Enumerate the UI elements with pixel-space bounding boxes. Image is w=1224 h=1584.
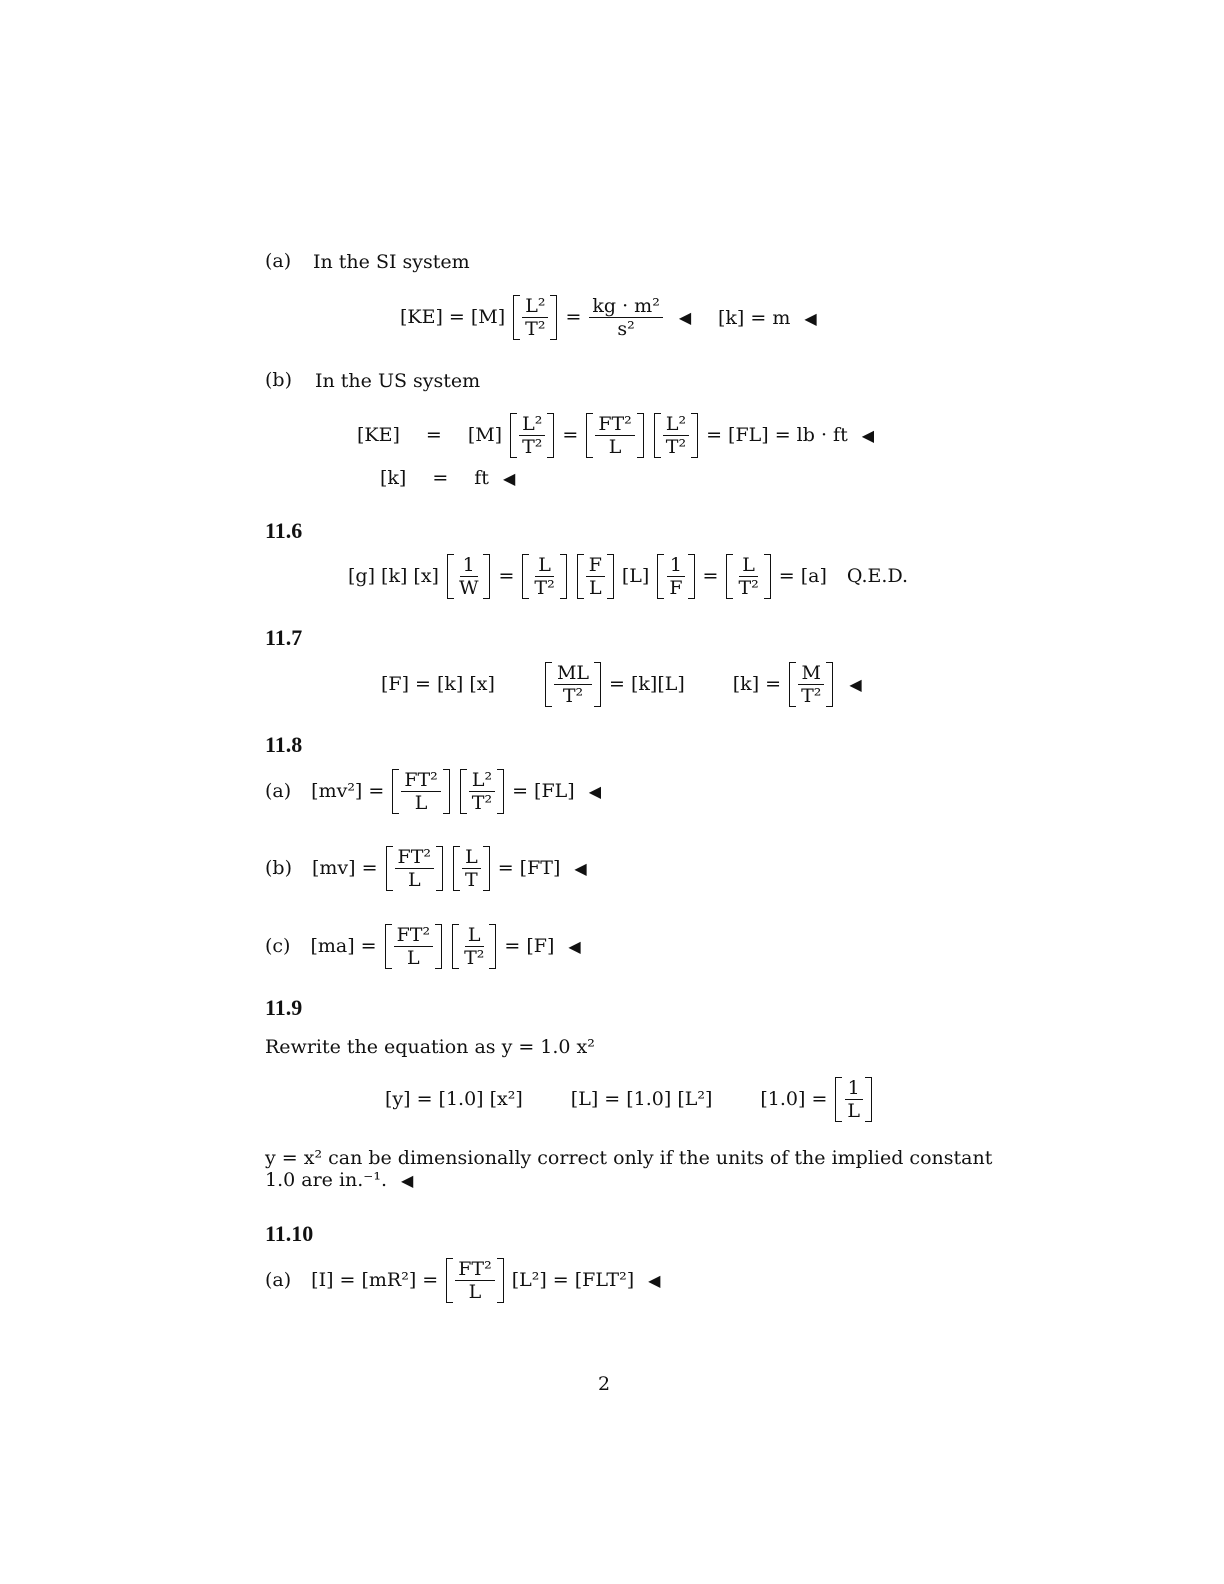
part-label: (b): [265, 857, 292, 879]
numerator: L: [739, 554, 758, 577]
denominator: W: [458, 576, 479, 599]
l-equation: [L] = [1.0] [L²]: [570, 1088, 713, 1110]
bracket: [835, 1077, 872, 1122]
k-l-term: = [k][L]: [609, 673, 685, 695]
ke-lhs: [KE]: [357, 424, 400, 446]
bracket: [586, 413, 643, 458]
answer-marker-icon: ◀: [678, 307, 692, 327]
denominator: F: [669, 576, 683, 599]
part-label: (a): [265, 780, 292, 802]
equals-sign: =: [562, 424, 579, 446]
numerator: kg · m²: [589, 295, 662, 318]
y-equation: [y] = [1.0] [x²]: [385, 1088, 523, 1110]
lhs: [mv] =: [312, 857, 378, 879]
bracket: [446, 1258, 503, 1303]
bracket: [510, 413, 554, 458]
fraction: [663, 413, 689, 458]
equation-11-8-c: [265, 919, 581, 973]
denominator: T²: [738, 576, 759, 599]
fraction: [531, 554, 557, 599]
bracket: [392, 769, 449, 814]
qed-text: Q.E.D.: [846, 565, 909, 587]
fraction: [456, 554, 482, 599]
numerator: L: [535, 554, 554, 577]
section-heading-11-8: 11.8: [265, 732, 303, 757]
denominator: L: [414, 791, 428, 814]
part-a-text: In the SI system: [313, 251, 470, 273]
denominator: L: [588, 576, 602, 599]
numerator: F: [586, 554, 605, 577]
k-rhs: ft: [474, 467, 489, 489]
bracket: [385, 924, 442, 969]
page-number: 2: [598, 1373, 611, 1395]
k-result-text: [k] = m: [718, 307, 791, 329]
bracket: [460, 769, 504, 814]
result-text: = [a]: [778, 565, 827, 587]
bracket: [654, 413, 698, 458]
denominator: L: [608, 435, 622, 458]
denominator: L: [468, 1280, 482, 1303]
equation-11-10-a: [265, 1253, 660, 1307]
section-heading-11-10: 11.10: [265, 1221, 314, 1246]
denominator: T²: [534, 576, 555, 599]
lhs: [ma] =: [310, 935, 377, 957]
mass-term: [M]: [467, 424, 503, 446]
section-heading-11-7: 11.7: [265, 625, 303, 650]
denominator: L: [847, 1099, 861, 1122]
fraction: [666, 554, 685, 599]
units-fraction: [589, 295, 662, 340]
answer-marker-icon: ◀: [574, 858, 587, 878]
fraction: [586, 554, 605, 599]
section-heading-11-6: 11.6: [265, 518, 303, 543]
lhs: [I] = [mR²] =: [311, 1269, 439, 1291]
answer-marker-icon: ◀: [568, 936, 581, 956]
us-ke-equation: [357, 408, 874, 462]
equation-11-8-b: [265, 841, 587, 895]
numerator: 1: [667, 554, 685, 577]
result-text: = [FL]: [512, 780, 575, 802]
bracket: [657, 554, 694, 599]
result-text: = [FT]: [497, 857, 561, 879]
answer-marker-icon: ◀: [804, 308, 817, 328]
part-label: (c): [265, 935, 291, 957]
equation-11-6: [348, 549, 908, 603]
numerator: FT²: [394, 924, 433, 947]
part-b-text: In the US system: [315, 370, 481, 392]
bracket: [453, 846, 490, 891]
paragraph-line-1: y = x² can be dimensionally correct only if the units of the implied constant: [265, 1147, 993, 1169]
k-lhs: [k] =: [732, 673, 782, 695]
answer-marker-icon: ◀: [588, 781, 601, 801]
numerator: L²: [469, 769, 495, 792]
numerator: FT²: [401, 769, 440, 792]
denominator: s²: [617, 317, 635, 340]
bracket: [513, 295, 557, 340]
fraction: [595, 413, 634, 458]
denominator: T²: [801, 684, 822, 707]
part-a-label: (a): [265, 250, 292, 272]
bracket: [726, 554, 770, 599]
us-k-equation: [380, 464, 515, 492]
equals-sign: =: [425, 424, 442, 446]
force-equation: [F] = [k] [x]: [381, 673, 495, 695]
equals-sign: =: [432, 467, 449, 489]
ke-lhs: [KE] = [M]: [400, 306, 506, 328]
lhs: [g] [k] [x]: [348, 565, 439, 587]
fraction: [522, 295, 548, 340]
fraction: [461, 924, 487, 969]
section-heading-11-9: 11.9: [265, 995, 303, 1020]
fraction: [455, 1258, 494, 1303]
fraction: [394, 924, 433, 969]
denominator: L: [407, 946, 420, 969]
numerator: FT²: [595, 413, 634, 436]
numerator: 1: [460, 554, 478, 577]
constant-lhs: [1.0] =: [760, 1088, 828, 1110]
numerator: L²: [522, 295, 548, 318]
denominator: T: [465, 868, 478, 891]
bracket: [545, 662, 601, 707]
fraction: [462, 846, 481, 891]
numerator: L²: [663, 413, 689, 436]
answer-marker-icon: ◀: [648, 1270, 661, 1290]
equation-11-7: [381, 657, 862, 711]
fraction: [844, 1077, 863, 1122]
part-b-label: (b): [265, 369, 292, 391]
answer-marker-icon: ◀: [502, 468, 516, 488]
equals-sign: =: [565, 306, 582, 328]
result-text: = [F]: [504, 935, 555, 957]
equals-sign: =: [498, 565, 515, 587]
ke-result-text: = [FL] = lb · ft: [706, 424, 848, 446]
intro-text: Rewrite the equation as y = 1.0 x²: [265, 1036, 595, 1058]
result-text: [L²] = [FLT²]: [511, 1269, 635, 1291]
length-term: [L]: [621, 565, 650, 587]
equation-11-8-a: [265, 764, 601, 818]
bracket: [577, 554, 614, 599]
paragraph-line-2: [265, 1168, 413, 1192]
equation-11-9: [385, 1072, 874, 1126]
si-ke-equation: [400, 290, 691, 344]
answer-marker-icon: ◀: [849, 674, 862, 694]
equals-sign: =: [702, 565, 719, 587]
fraction: [395, 846, 434, 891]
fraction: [735, 554, 761, 599]
fraction: [469, 769, 495, 814]
denominator: T²: [665, 435, 687, 458]
fraction: [798, 662, 824, 707]
numerator: 1: [845, 1077, 863, 1100]
si-k-result: [718, 304, 817, 332]
bracket: [452, 924, 496, 969]
numerator: ML: [554, 662, 592, 685]
bracket: [447, 554, 491, 599]
bracket: [386, 846, 443, 891]
answer-marker-icon: ◀: [401, 1170, 414, 1190]
fraction: [401, 769, 440, 814]
lhs: [mv²] =: [311, 780, 385, 802]
denominator: L: [407, 868, 421, 891]
numerator: L: [462, 846, 481, 869]
numerator: FT²: [395, 846, 434, 869]
numerator: L²: [519, 413, 545, 436]
denominator: T²: [522, 435, 543, 458]
denominator: T²: [562, 684, 584, 707]
denominator: T²: [471, 791, 493, 814]
fraction: [519, 413, 545, 458]
numerator: M: [798, 662, 823, 685]
paragraph-line-2-text: 1.0 are in.⁻¹.: [265, 1169, 387, 1191]
numerator: FT²: [455, 1258, 494, 1281]
bracket: [789, 662, 833, 707]
denominator: T²: [525, 317, 546, 340]
bracket: [522, 554, 566, 599]
part-label: (a): [265, 1269, 292, 1291]
k-lhs: [k]: [380, 467, 407, 489]
fraction: [554, 662, 592, 707]
answer-marker-icon: ◀: [861, 425, 875, 445]
numerator: L: [465, 924, 484, 947]
denominator: T²: [464, 946, 485, 969]
